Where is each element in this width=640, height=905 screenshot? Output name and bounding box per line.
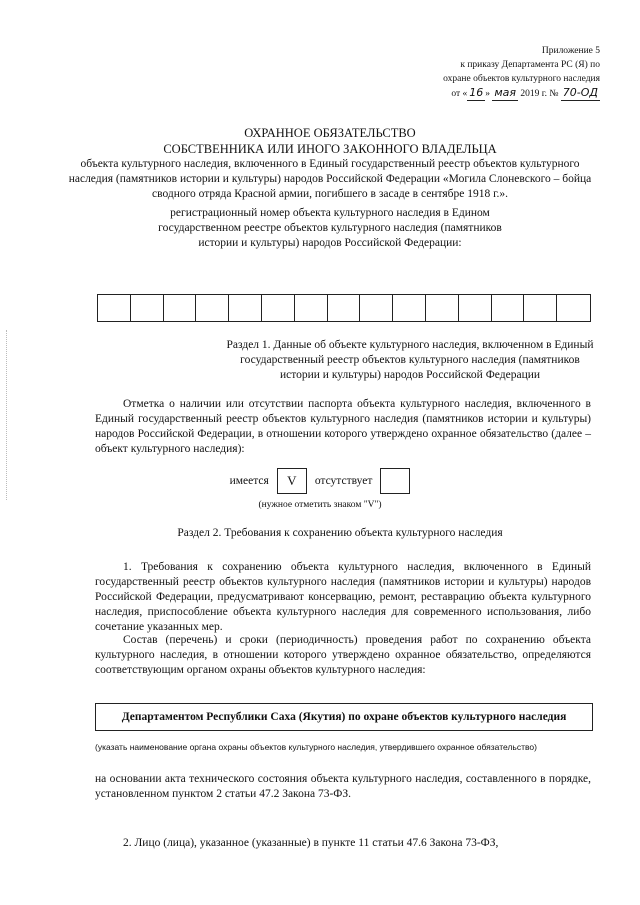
exists-checkbox[interactable]: V (277, 468, 307, 494)
reg-cell[interactable] (426, 295, 459, 321)
object-description: объекта культурного наследия, включенного в Единый государственный реестр объектов культурного наследия (памятников истории и культуры) народов Российской Федерации «Могила Слоневского – бойца сводного отряда Красной армии, погибшего в засаде в сентябре 1918 г.». (68, 158, 592, 200)
date-year: 2019 г. № (520, 89, 559, 99)
section2-paragraph-3: на основании акта технического состояния объекта культурного наследия, составленного в порядке, установленном пунктом 2 статьи 47.2 Закона 73-ФЗ. (95, 773, 591, 800)
date-month: мая (494, 86, 517, 99)
appendix-date-line (400, 86, 600, 101)
reg-cell[interactable] (295, 295, 328, 321)
reg-cell[interactable] (492, 295, 525, 321)
reg-cell[interactable] (524, 295, 557, 321)
section2-paragraph-4: 2. Лицо (лица), указанное (указанные) в пункте 11 статьи 47.6 Закона 73-ФЗ, (123, 837, 499, 849)
exists-label: имеется (229, 475, 269, 487)
absent-label: отсутствует (314, 475, 373, 487)
section1-heading: Раздел 1. Данные об объекте культурного наследия, включенном в Единый государственный реестр объектов культурного наследия (памятников истории и культуры) народов Российской Федерации (226, 339, 594, 381)
reg-cell[interactable] (196, 295, 229, 321)
reg-cell[interactable] (393, 295, 426, 321)
date-day: 16 (469, 86, 484, 99)
reg-cell[interactable] (557, 295, 590, 321)
document-title-block (60, 125, 600, 251)
section2-heading: Раздел 2. Требования к сохранению объекта культурного наследия (177, 527, 503, 539)
appendix-title: Приложение 5 (541, 46, 600, 56)
reg-cell[interactable] (459, 295, 492, 321)
reg-cell[interactable] (360, 295, 393, 321)
appendix-header (400, 44, 600, 101)
section1-paragraph: Отметка о наличии или отсутствии паспорта объекта культурного наследия, включенного в Единый государственный реестр объектов культурного наследия (памятников истории и культуры) народов Российской Федерации, в отношении которого утверждено охранное обязательство (далее – объект культурного наследия): (95, 398, 591, 455)
order-number: 70-ОД (562, 86, 598, 99)
registration-number-grid[interactable] (97, 294, 591, 322)
reg-cell[interactable] (164, 295, 197, 321)
checkbox-hint: (нужное отметить знаком "V") (258, 500, 382, 510)
reg-cell[interactable] (229, 295, 262, 321)
reg-cell[interactable] (131, 295, 164, 321)
date-prefix: от « (451, 89, 468, 99)
section2-paragraph-2: Состав (перечень) и сроки (периодичность) проведения работ по сохранению объекта культурного наследия, в отношении которого утверждено охранное обязательство, определяются соответствующим органом охраны объектов культурного наследия: (95, 634, 591, 676)
section2-paragraph-1: 1. Требования к сохранению объекта культурного наследия, включенного в Единый государственный реестр объектов культурного наследия (памятников истории и культуры) народов Российской Федерации, предусматривают консервацию, ремонт, реставрацию объекта культурного наследия, приспособление объекта культурного наследия для современного использования, либо сочетание указанных мер. (95, 561, 591, 633)
registration-label: регистрационный номер объекта культурного наследия в Едином государственном реестре объектов культурного наследия (памятников истории и культуры) народов Российской Федерации: (158, 207, 502, 249)
absent-checkbox[interactable] (380, 468, 410, 494)
passport-choice-row (0, 468, 640, 494)
reg-cell[interactable] (262, 295, 295, 321)
authority-field[interactable]: Департаментом Республики Саха (Якутия) по охране объектов культурного наследия (95, 703, 593, 731)
document-title: ОХРАННОЕ ОБЯЗАТЕЛЬСТВО (244, 126, 416, 140)
date-mid: » (485, 89, 490, 99)
appendix-dept-line: охране объектов культурного наследия (443, 74, 600, 84)
document-subtitle: СОБСТВЕННИКА ИЛИ ИНОГО ЗАКОННОГО ВЛАДЕЛЬЦА (163, 142, 497, 156)
reg-cell[interactable] (98, 295, 131, 321)
reg-cell[interactable] (328, 295, 361, 321)
appendix-order-line: к приказу Департамента РС (Я) по (460, 60, 600, 70)
authority-caption: (указать наименование органа охраны объектов культурного наследия, утвердившего охранное обязательство) (95, 742, 537, 752)
